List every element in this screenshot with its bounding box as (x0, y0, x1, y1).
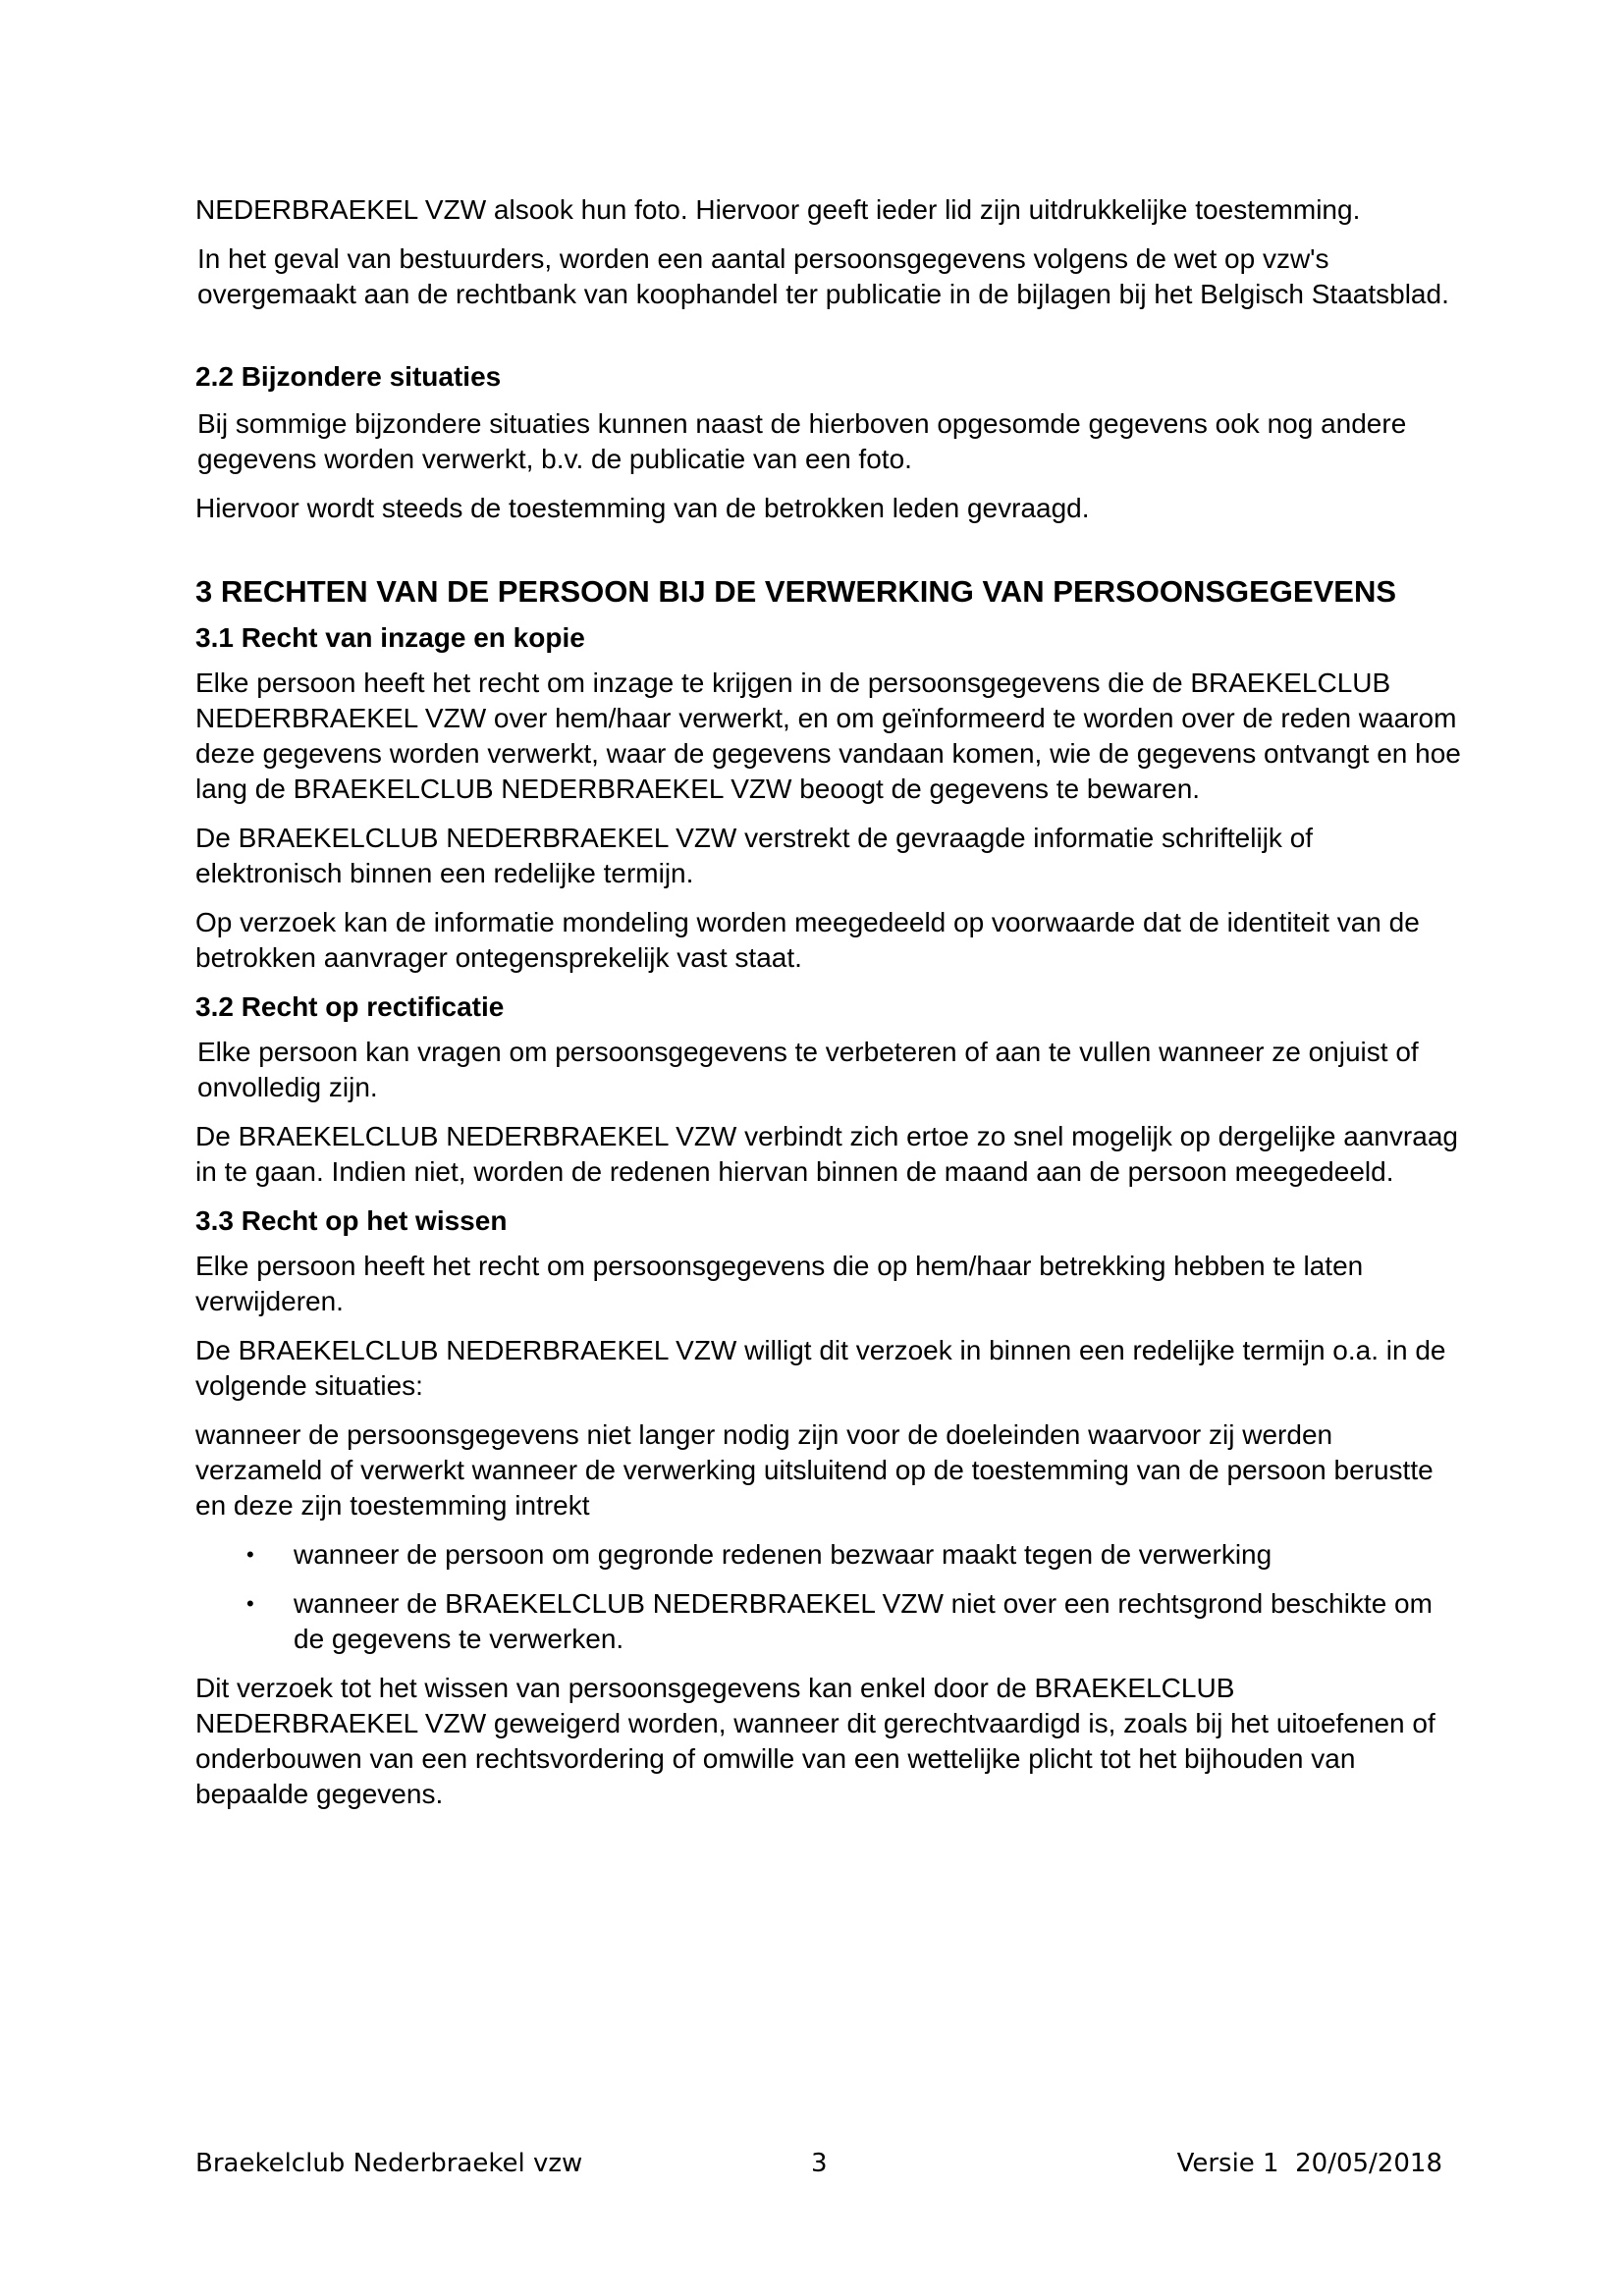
paragraph: In het geval van bestuurders, worden een aantal persoonsgegevens volgens de wet op vzw's overgemaakt aan de rechtbank van koophandel ter publicatie in de bijlagen bij het Belgisch Staatsblad. (197, 243, 1449, 309)
paragraph: De BRAEKELCLUB NEDERBRAEKEL VZW verbindt zich ertoe zo snel mogelijk op dergelijke aanvraag in te gaan. Indien niet, worden de redenen hiervan binnen de maand aan de persoon meegedeeld. (195, 1121, 1458, 1187)
paragraph: Elke persoon heeft het recht om persoonsgegevens die op hem/haar betrekking hebben te laten verwijderen. (195, 1251, 1364, 1316)
bullet-icon: • (246, 1542, 254, 1567)
spacer (195, 326, 1462, 359)
list-item (195, 1586, 1462, 1657)
paragraph: NEDERBRAEKEL VZW alsook hun foto. Hiervoor geeft ieder lid zijn uitdrukkelijke toestemming. (195, 194, 1361, 225)
page-footer (195, 2146, 1442, 2185)
footer-version-date: Versie 1 20/05/2018 (1176, 2149, 1442, 2178)
paragraph: Op verzoek kan de informatie mondeling worden meegedeeld op voorwaarde dat de identiteit van de betrokken aanvrager ontegensprekelijk vast staat. (195, 907, 1420, 973)
section-heading-3-3: 3.3 Recht op het wissen (195, 1205, 508, 1236)
paragraph: Hiervoor wordt steeds de toestemming van de betrokken leden gevraagd. (195, 493, 1090, 523)
paragraph: De BRAEKELCLUB NEDERBRAEKEL VZW willigt dit verzoek in binnen een redelijke termijn o.a. in de volgende situaties: (195, 1335, 1446, 1401)
footer-page-number: 3 (811, 2149, 828, 2178)
spacer (195, 540, 1462, 573)
section-heading-3-2: 3.2 Recht op rectificatie (195, 991, 505, 1022)
paragraph: Dit verzoek tot het wissen van persoonsgegevens kan enkel door de BRAEKELCLUB NEDERBRAEKEL VZW geweigerd worden, wanneer dit gerechtvaardigd is, zoals bij het uitoefenen of onderbouwen van een rechtsvordering of omwille van een wettelijke plicht tot het bijhouden van bepaalde gegevens. (195, 1673, 1435, 1809)
bullet-list (195, 1537, 1462, 1657)
chapter-heading-3: 3 RECHTEN VAN DE PERSOON BIJ DE VERWERKING VAN PERSOONSGEGEVENS (195, 574, 1397, 609)
paragraph: wanneer de persoonsgegevens niet langer nodig zijn voor de doeleinden waarvoor zij werden verzameld of verwerkt wanneer de verwerking uitsluitend op de toestemming van de persoon berustte en deze zijn toestemming intrekt (195, 1419, 1434, 1521)
list-item-text: wanneer de persoon om gegronde redenen bezwaar maakt tegen de verwerking (294, 1539, 1272, 1570)
page-content (195, 192, 1462, 1826)
section-heading-3-1: 3.1 Recht van inzage en kopie (195, 622, 585, 653)
bullet-icon: • (246, 1591, 254, 1616)
paragraph: Elke persoon kan vragen om persoonsgegevens te verbeteren of aan te vullen wanneer ze onjuist of onvolledig zijn. (197, 1037, 1419, 1102)
section-heading-2-2: 2.2 Bijzondere situaties (195, 361, 502, 392)
list-item-text: wanneer de BRAEKELCLUB NEDERBRAEKEL VZW niet over een rechtsgrond beschikte om de gegevens te verwerken. (294, 1588, 1433, 1654)
paragraph: De BRAEKELCLUB NEDERBRAEKEL VZW verstrekt de gevraagde informatie schriftelijk of elektronisch binnen een redelijke termijn. (195, 823, 1314, 888)
list-item (195, 1537, 1462, 1573)
paragraph: Elke persoon heeft het recht om inzage te krijgen in de persoonsgegevens die de BRAEKELCLUB NEDERBRAEKEL VZW over hem/haar verwerkt, en om geïnformeerd te worden over de reden waarom deze gegevens worden verwerkt, waar de gegevens vandaan komen, wie de gegevens ontvangt en hoe lang de BRAEKELCLUB NEDERBRAEKEL VZW beoogt de gegevens te bewaren. (195, 667, 1461, 804)
footer-organization: Braekelclub Nederbraekel vzw (195, 2149, 583, 2178)
paragraph: Bij sommige bijzondere situaties kunnen naast de hierboven opgesomde gegevens ook nog andere gegevens worden verwerkt, b.v. de publicatie van een foto. (197, 408, 1407, 474)
